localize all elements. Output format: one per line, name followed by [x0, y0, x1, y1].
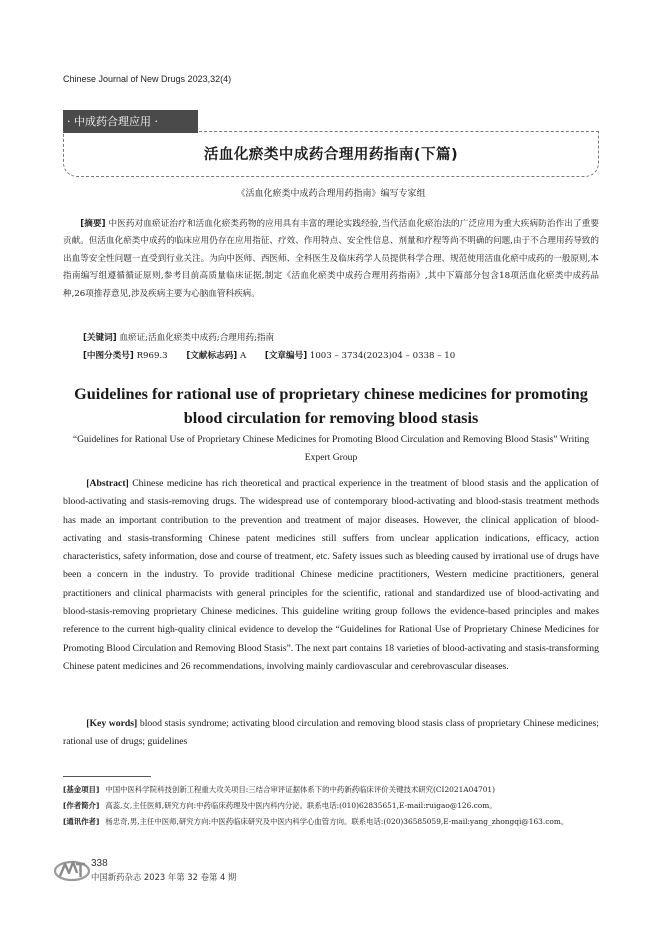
- zh-keywords: [63, 330, 599, 347]
- footnote-heading: [通讯作者]: [63, 816, 100, 826]
- footnote-funding: [63, 782, 599, 798]
- article-id-heading: [文章编号]: [264, 351, 308, 361]
- en-keywords: [63, 715, 599, 752]
- en-author: “Guidelines for Rational Use of Proprietary Chinese Medicines for Promoting Blood Circulation and Removing Blood Stasis” Writing Expert Group: [72, 434, 590, 463]
- en-abstract: [63, 475, 599, 676]
- zh-abstract: [63, 216, 599, 303]
- footnote-text: 高蕊,女,主任医师,研究方向:中药临床药理及中医内科内分泌。联系电话:(010)62835651,E-mail:ruigao@126.com。: [105, 800, 497, 810]
- en-keywords-text: blood stasis syndrome; activating blood circulation and removing blood stasis class of proprietary Chinese medicines; rational use of drugs; guidelines: [63, 718, 599, 748]
- page-number: 338: [91, 858, 108, 869]
- footnote-rule: [63, 776, 151, 777]
- en-title: Guidelines for rational use of proprietary chinese medicines for promoting blood circulation for removing blood stasis: [74, 385, 588, 427]
- en-abstract-heading: [Abstract]: [86, 478, 129, 489]
- en-abstract-text: Chinese medicine has rich theoretical and practical experience in the treatment of blood stasis and the application of blood-activating and stasis-removing drugs. The widespread use of contemporary blood-activating and blood-stasis treatment methods has made an important contribution to the prevention and treatment of major diseases. However, the clinical application of blood-activating and stasis-transforming Chinese patent medicines still suffers from unclear application indications, efficacy, action characteristics, safety information, dose and course of treatment, etc. Safety issues such as bleeding caused by irrational use of drugs have been a concern in the industry. To provide traditional Chinese medicine practitioners, Western medicine practitioners, general practitioners and clinical pharmacists with general principles for the scientific, rational and standardized use of blood-activating and blood-stasis-removing proprietary Chinese medicines. This guideline writing group follows the evidence-based principles and makes reference to the current high-quality clinical evidence to develop the “Guidelines for Rational Use of Proprietary Chinese Medicines for Promoting Blood Circulation and Removing Blood Stasis”. The next part contains 18 varieties of blood-activating and stasis-transforming Chinese patent medicines and 26 recommendations, involving mainly cardiovascular and cerebrovascular diseases.: [63, 478, 600, 672]
- footnote-heading: [作者简介]: [63, 800, 100, 810]
- journal-logo-icon: [52, 856, 92, 884]
- doc-code-value: A: [239, 351, 247, 361]
- zh-keywords-heading: [关键词]: [83, 333, 117, 343]
- zh-title: 活血化瘀类中成药合理用药指南(下篇): [203, 147, 459, 163]
- clc-heading: [中图分类号]: [83, 351, 134, 361]
- footnote-text: 杨忠奇,男,主任中医师,研究方向:中医药临床研究及中医内科学心血管方向。联系电话:(020)36585059,E-mail:yang_zhongqi@163.com。: [105, 816, 569, 826]
- footnote-text: 中国中医科学院科技创新工程重大攻关项目:三结合审评证据体系下的中药新药临床评价关键技术研究(CI2021A04701): [105, 785, 496, 794]
- zh-abstract-heading: [摘要]: [80, 219, 106, 229]
- clc-value: R969.3: [136, 351, 168, 361]
- running-head: Chinese Journal of New Drugs 2023,32(4): [63, 74, 232, 84]
- footnote-heading: [基金项目]: [63, 785, 100, 794]
- doc-code-heading: [文献标志码]: [186, 351, 238, 361]
- footnotes: [63, 782, 599, 829]
- zh-author: 《活血化瘀类中成药合理用药指南》编写专家组: [236, 189, 426, 199]
- footnote-author-bio: [63, 798, 599, 814]
- column-tag: · 中成药合理应用 ·: [63, 110, 198, 133]
- zh-keywords-text: 血瘀证;活血化瘀类中成药;合理用药;指南: [119, 333, 275, 343]
- journal-issue: 中国新药杂志 2023 年第 32 卷第 4 期: [91, 872, 237, 882]
- zh-classification: [83, 348, 603, 365]
- en-keywords-heading: [Key words]: [86, 718, 138, 729]
- zh-abstract-text: 中医药对血瘀证治疗和活血化瘀类药物的应用具有丰富的理论实践经验,当代活血化瘀治法的广泛应用为重大疾病防治作出了重要贡献。但活血化瘀类中成药的临床应用仍存在应用指征、疗效、作用特点、安全性信息、剂量和疗程等尚不明确的问题,由于不合理用药导致的出血等安全性问题一直受到行业关注。为向中医师、西医师、全科医生及临床药学人员提供科学合理、规范使用活血化瘀中成药的一般原则,本指南编写组遵循循证原则,参考目前高质量临床证据,制定《活血化瘀类中成药合理用药指南》,其中下篇部分包含18项活血化瘀类中成药品种,26项推荐意见,涉及疾病主要为心脑血管科疾病。: [63, 219, 600, 299]
- footnote-corresponding-author: [63, 814, 599, 830]
- article-id-value: 1003 – 3734(2023)04 – 0338 – 10: [309, 351, 456, 361]
- title-box: [63, 131, 599, 177]
